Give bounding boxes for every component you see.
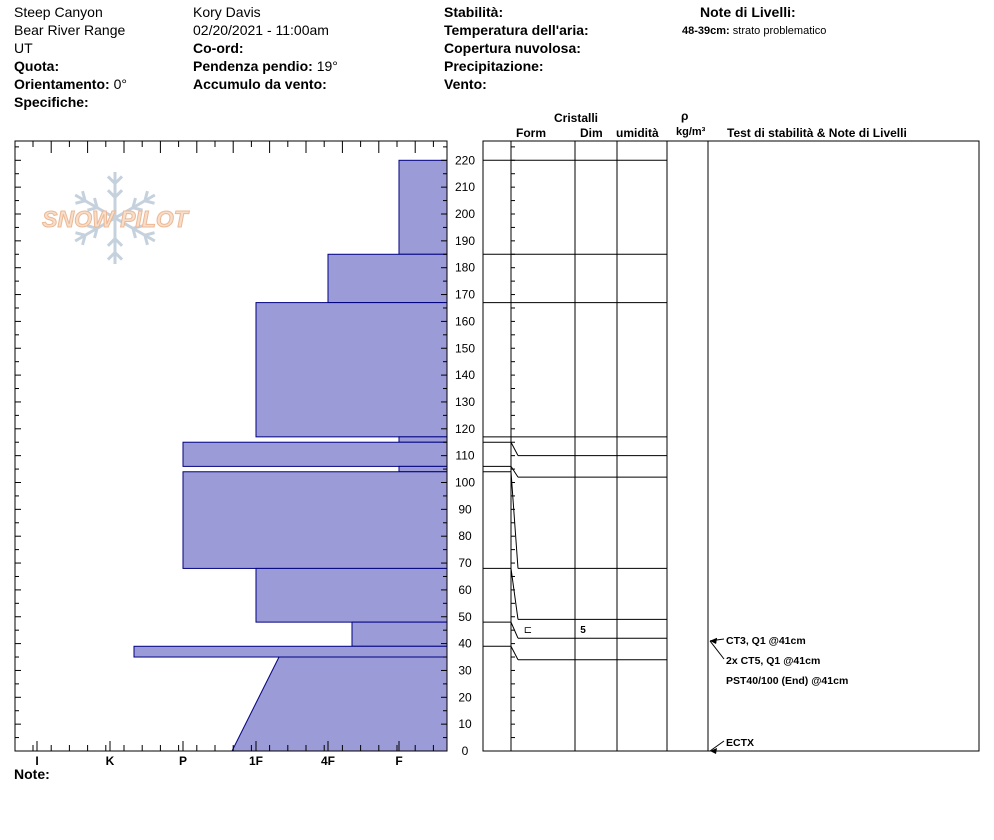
layer-note-text: strato problematico: [732, 25, 827, 37]
depth-tick-label: 90: [458, 502, 472, 517]
test-pointer-line: [710, 741, 724, 751]
specifics-label: Specifiche:: [14, 94, 89, 110]
stability-test-note: PST40/100 (End) @41cm: [726, 675, 849, 687]
depth-tick-label: 210: [454, 180, 476, 195]
aspect-value: 0°: [113, 76, 127, 92]
elevation-label: Quota:: [14, 58, 60, 74]
hardness-layer-8: [352, 622, 447, 646]
depth-tick-label: 110: [455, 448, 475, 463]
layer-connector: [483, 472, 518, 569]
aspect-label: Orientamento:: [14, 76, 110, 92]
layer-notes-title: Note di Livelli:: [700, 4, 796, 20]
hardness-layer-6: [183, 472, 447, 569]
depth-tick-label: 220: [454, 153, 476, 168]
observer-name: Kory Davis: [193, 4, 261, 20]
hardness-layer-7: [256, 568, 447, 622]
crystals-header: Cristalli: [554, 111, 599, 125]
rho-header: ρ: [681, 109, 689, 123]
depth-tick-label: 10: [458, 717, 472, 732]
grain-size: 5: [580, 624, 586, 636]
test-pointer-line: [710, 641, 724, 659]
snowflake-branch: [75, 233, 85, 236]
stability-test-note: CT3, Q1 @41cm: [726, 635, 806, 647]
hardness-tick-label: 1F: [248, 754, 264, 768]
depth-tick-label: 100: [454, 475, 476, 490]
hardness-tick-label: K: [105, 754, 115, 768]
depth-tick-label: 60: [458, 582, 472, 597]
cloud-cover-label: Copertura nuvolosa:: [444, 40, 581, 56]
layer-connector: [483, 442, 518, 455]
air-temp-label: Temperatura dell'aria:: [444, 22, 589, 38]
depth-tick-label: 50: [458, 609, 472, 624]
depth-tick-label: 70: [458, 556, 472, 571]
notes-label: Note:: [14, 766, 50, 782]
slope-label: Pendenza pendio:: [193, 58, 313, 74]
hardness-tick-label: F: [395, 754, 403, 768]
depth-tick-label: 170: [454, 287, 476, 302]
dim-header: Dim: [580, 126, 603, 140]
wind-label: Vento:: [444, 76, 487, 92]
logo-text: SNOW PILOT: [42, 206, 188, 232]
location-name: Steep Canyon: [14, 4, 103, 20]
hardness-layer-4: [183, 442, 447, 466]
coord-label: Co-ord:: [193, 40, 244, 56]
hardness-tick-label: P: [178, 754, 188, 768]
depth-tick-label: 140: [454, 368, 476, 383]
hardness-tick-label: 4F: [320, 754, 336, 768]
layer-note-range: 48-39cm:: [682, 25, 730, 37]
depth-tick-label: 0: [461, 744, 469, 758]
wind-loading-label: Accumulo da vento:: [193, 76, 327, 92]
state-name: UT: [14, 40, 33, 56]
depth-tick-label: 200: [454, 207, 476, 221]
form-header: Form: [516, 126, 546, 140]
depth-tick-label: 80: [458, 529, 472, 544]
layer-connector: [483, 646, 518, 659]
slope-value: 19°: [316, 58, 338, 74]
snowflake-branch: [145, 201, 155, 204]
stability-label: Stabilità:: [444, 4, 504, 20]
depth-tick-label: 150: [454, 341, 476, 356]
stability-tests-header: Test di stabilità & Note di Livelli: [727, 126, 907, 140]
hardness-tick-label: I: [35, 754, 39, 768]
depth-tick-label: 130: [454, 394, 476, 409]
depth-tick-label: 180: [454, 260, 476, 275]
observation-datetime: 02/20/2021 - 11:00am: [193, 22, 329, 38]
depth-tick-label: 40: [458, 636, 472, 651]
grain-form: ⊏: [523, 624, 533, 636]
precipitation-label: Precipitazione:: [444, 58, 544, 74]
depth-tick-label: 160: [454, 314, 476, 329]
depth-tick-label: 20: [458, 690, 472, 705]
hardness-layer-5: [399, 466, 447, 471]
hardness-layer-9: [134, 646, 447, 657]
range-name: Bear River Range: [14, 22, 126, 38]
hardness-layer-3: [399, 437, 447, 442]
depth-tick-label: 30: [458, 663, 472, 678]
density-unit-header: kg/m³: [676, 126, 706, 138]
depth-tick-label: 120: [454, 421, 476, 436]
snowpilot-logo: [42, 172, 190, 264]
stability-test-note: 2x CT5, Q1 @41cm: [726, 655, 821, 667]
stability-test-note: ECTX: [726, 737, 755, 749]
hardness-layer-0: [399, 160, 447, 254]
moisture-header: umidità: [616, 126, 659, 140]
depth-tick-label: 190: [454, 233, 476, 248]
hardness-layer-1: [328, 254, 447, 302]
hardness-layer-10: [232, 657, 447, 751]
hardness-layer-2: [256, 303, 447, 437]
